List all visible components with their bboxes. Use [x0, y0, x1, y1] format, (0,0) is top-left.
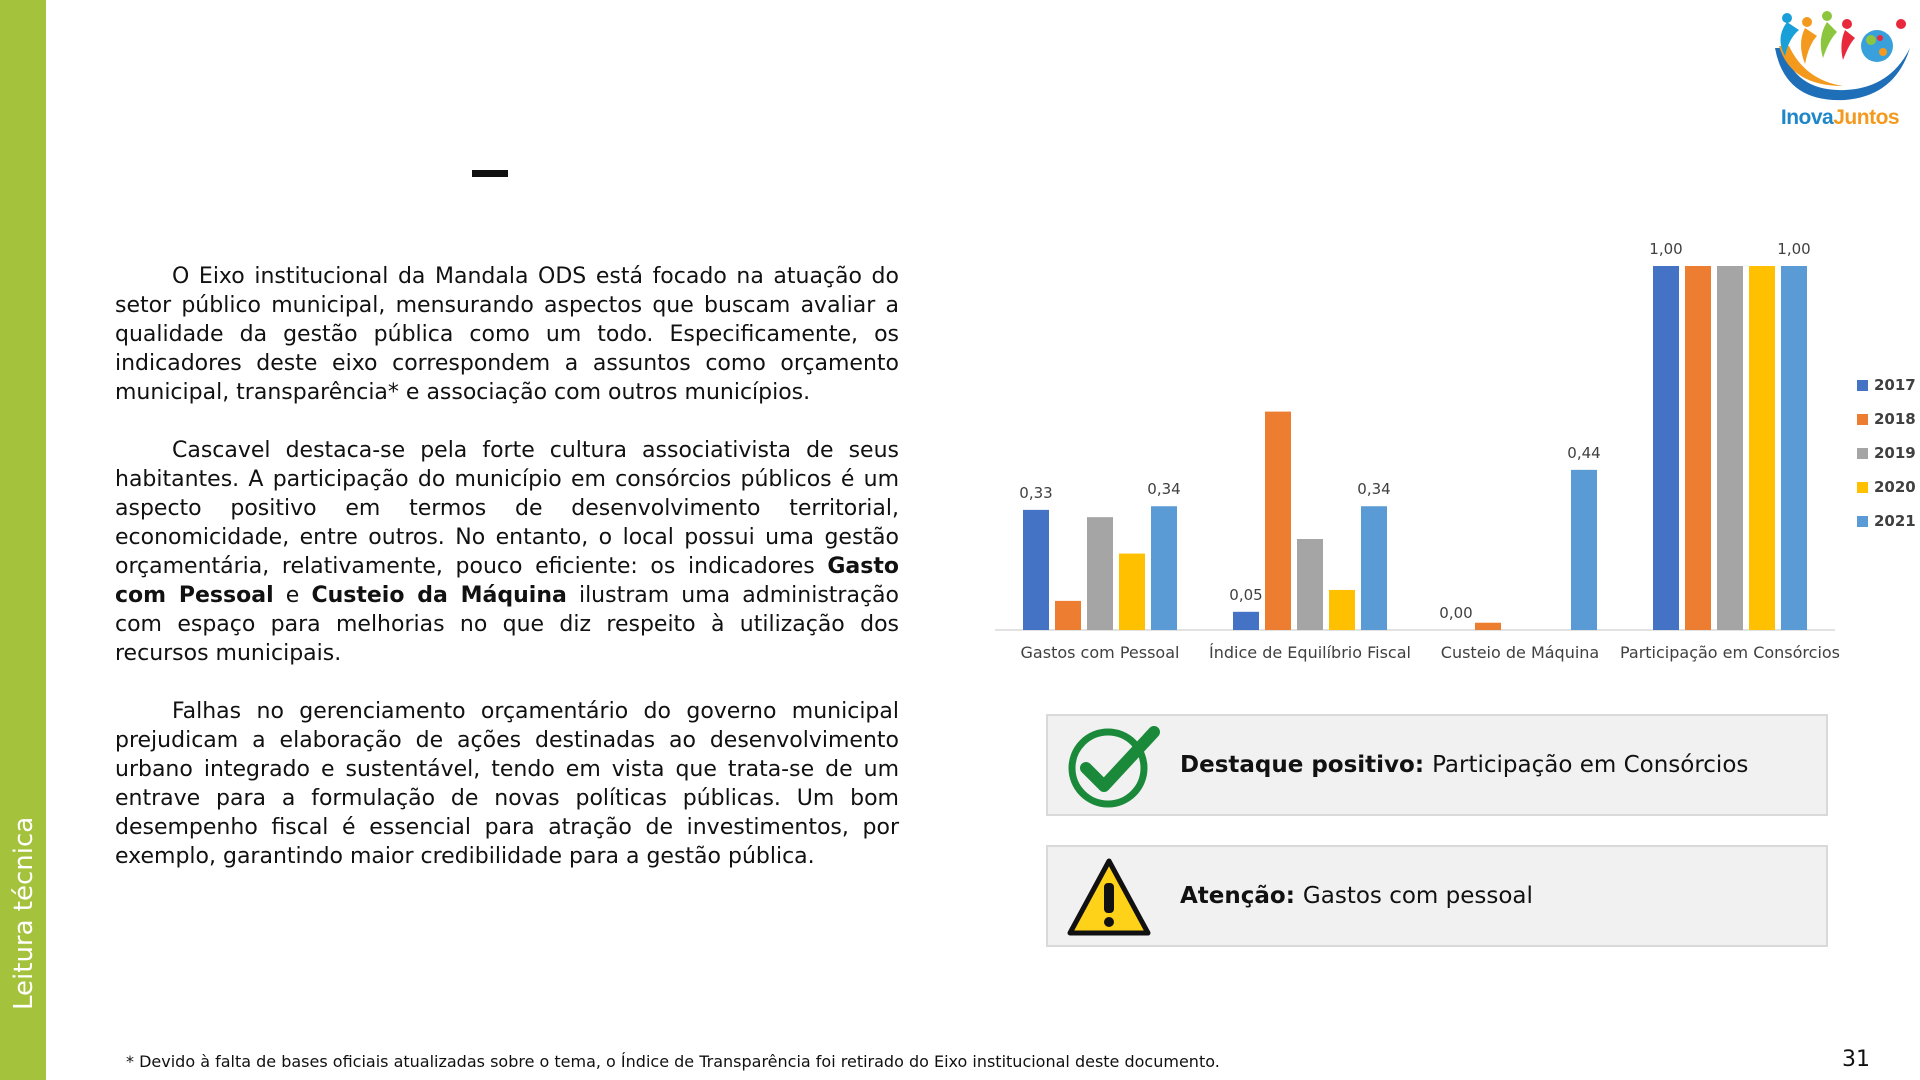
bold-gasto-pessoal: Gasto com Pessoal — [115, 554, 899, 608]
title-dash — [472, 170, 508, 177]
category-label: Gastos com Pessoal — [1020, 643, 1180, 662]
legend-swatch-2019 — [1857, 448, 1868, 459]
legend-swatch-2021 — [1857, 516, 1868, 527]
data-label: 0,34 — [1147, 480, 1181, 499]
bar-2020-3 — [1749, 266, 1775, 630]
legend-label-2019: 2019 — [1874, 444, 1916, 462]
logo — [1765, 8, 1915, 136]
data-label: 1,00 — [1649, 240, 1683, 258]
bar-2018-2 — [1475, 623, 1501, 630]
bar-2018-3 — [1685, 266, 1711, 630]
logo-text: InovaJuntos — [1780, 106, 1900, 129]
sidebar-label: Leitura técnica — [9, 816, 39, 1010]
bar-2021-2 — [1571, 470, 1597, 630]
bold-custeio-maquina: Custeio da Máquina — [311, 583, 567, 608]
legend-swatch-2018 — [1857, 414, 1868, 425]
paragraph-1: O Eixo institucional da Mandala ODS está focado na atuação do setor público municipal, mensurando aspectos que buscam avaliar a qualidade da gestão pública como um todo. Especificamente, os indicadores deste eixo correspondem a assuntos como orçamento municipal, transparência* e associação com outros municípios. — [115, 264, 899, 405]
bar-2019-3 — [1717, 266, 1743, 630]
data-label: 0,44 — [1567, 443, 1601, 462]
sidebar — [0, 0, 46, 1080]
bar-2020-0 — [1119, 554, 1145, 630]
warning-box — [1046, 845, 1828, 947]
data-label: 0,33 — [1019, 483, 1053, 502]
legend-label-2017: 2017 — [1874, 376, 1916, 394]
bar-2017-0 — [1023, 510, 1049, 630]
bar-2019-1 — [1297, 539, 1323, 630]
data-label: 0,00 — [1439, 604, 1473, 622]
footnote: * Devido à falta de bases oficiais atualizadas sobre o tema, o Índice de Transparência foi retirado do Eixo institucional deste documento. — [126, 1052, 1220, 1071]
bar-2021-0 — [1151, 506, 1177, 630]
legend-swatch-2017 — [1857, 380, 1868, 391]
bar-2017-3 — [1653, 266, 1679, 630]
bar-2020-1 — [1329, 590, 1355, 630]
positive-highlight-box — [1046, 714, 1828, 816]
body-text — [115, 262, 899, 900]
legend-swatch-2020 — [1857, 482, 1868, 493]
data-label: 1,00 — [1777, 240, 1811, 258]
category-label: Índice de Equilíbrio Fiscal — [1209, 643, 1411, 662]
bar-2017-1 — [1233, 612, 1259, 630]
positive-highlight-text: Destaque positivo: Participação em Consórcios — [1180, 752, 1749, 778]
bar-2018-0 — [1055, 601, 1081, 630]
bar-chart — [985, 240, 1920, 680]
checkmark-icon — [1066, 724, 1162, 810]
data-label: 0,05 — [1229, 585, 1263, 604]
bar-2021-3 — [1781, 266, 1807, 630]
logo-graphic-icon — [1765, 8, 1915, 108]
warning-text: Atenção: Gastos com pessoal — [1180, 883, 1533, 909]
warning-icon — [1066, 855, 1152, 941]
category-label: Participação em Consórcios — [1619, 643, 1841, 662]
legend-label-2021: 2021 — [1874, 512, 1916, 530]
data-label: 0,34 — [1357, 480, 1391, 499]
legend-label-2018: 2018 — [1874, 410, 1916, 428]
bar-2019-0 — [1087, 517, 1113, 630]
bar-2018-1 — [1265, 412, 1291, 630]
paragraph-3: Falhas no gerenciamento orçamentário do governo municipal prejudicam a elaboração de ações destinadas ao desenvolvimento urbano integrado e sustentável, tendo em vista que trata-se de um entrave para a formulação de novas políticas públicas. Um bom desempenho fiscal é essencial para atração de investimentos, por exemplo, garantindo maior credibilidade para a gestão pública. — [115, 699, 899, 869]
bar-2021-1 — [1361, 506, 1387, 630]
category-label: Custeio de Máquina — [1440, 643, 1600, 662]
paragraph-2: Cascavel destaca-se pela forte cultura associativista de seus habitantes. A participação do município em consórcios públicos é um aspecto positivo em termos de desenvolvimento territorial, economicidade, entre outros. No entanto, o local possui uma gestão orçamentária, relativamente, pouco eficiente: os indicadores Gasto com Pessoal e Custeio da Máquina ilustram uma administração com espaço para melhorias no que diz respeito à utilização dos recursos municipais. — [115, 438, 899, 666]
legend-label-2020: 2020 — [1874, 478, 1916, 496]
page-number: 31 — [1842, 1047, 1870, 1072]
